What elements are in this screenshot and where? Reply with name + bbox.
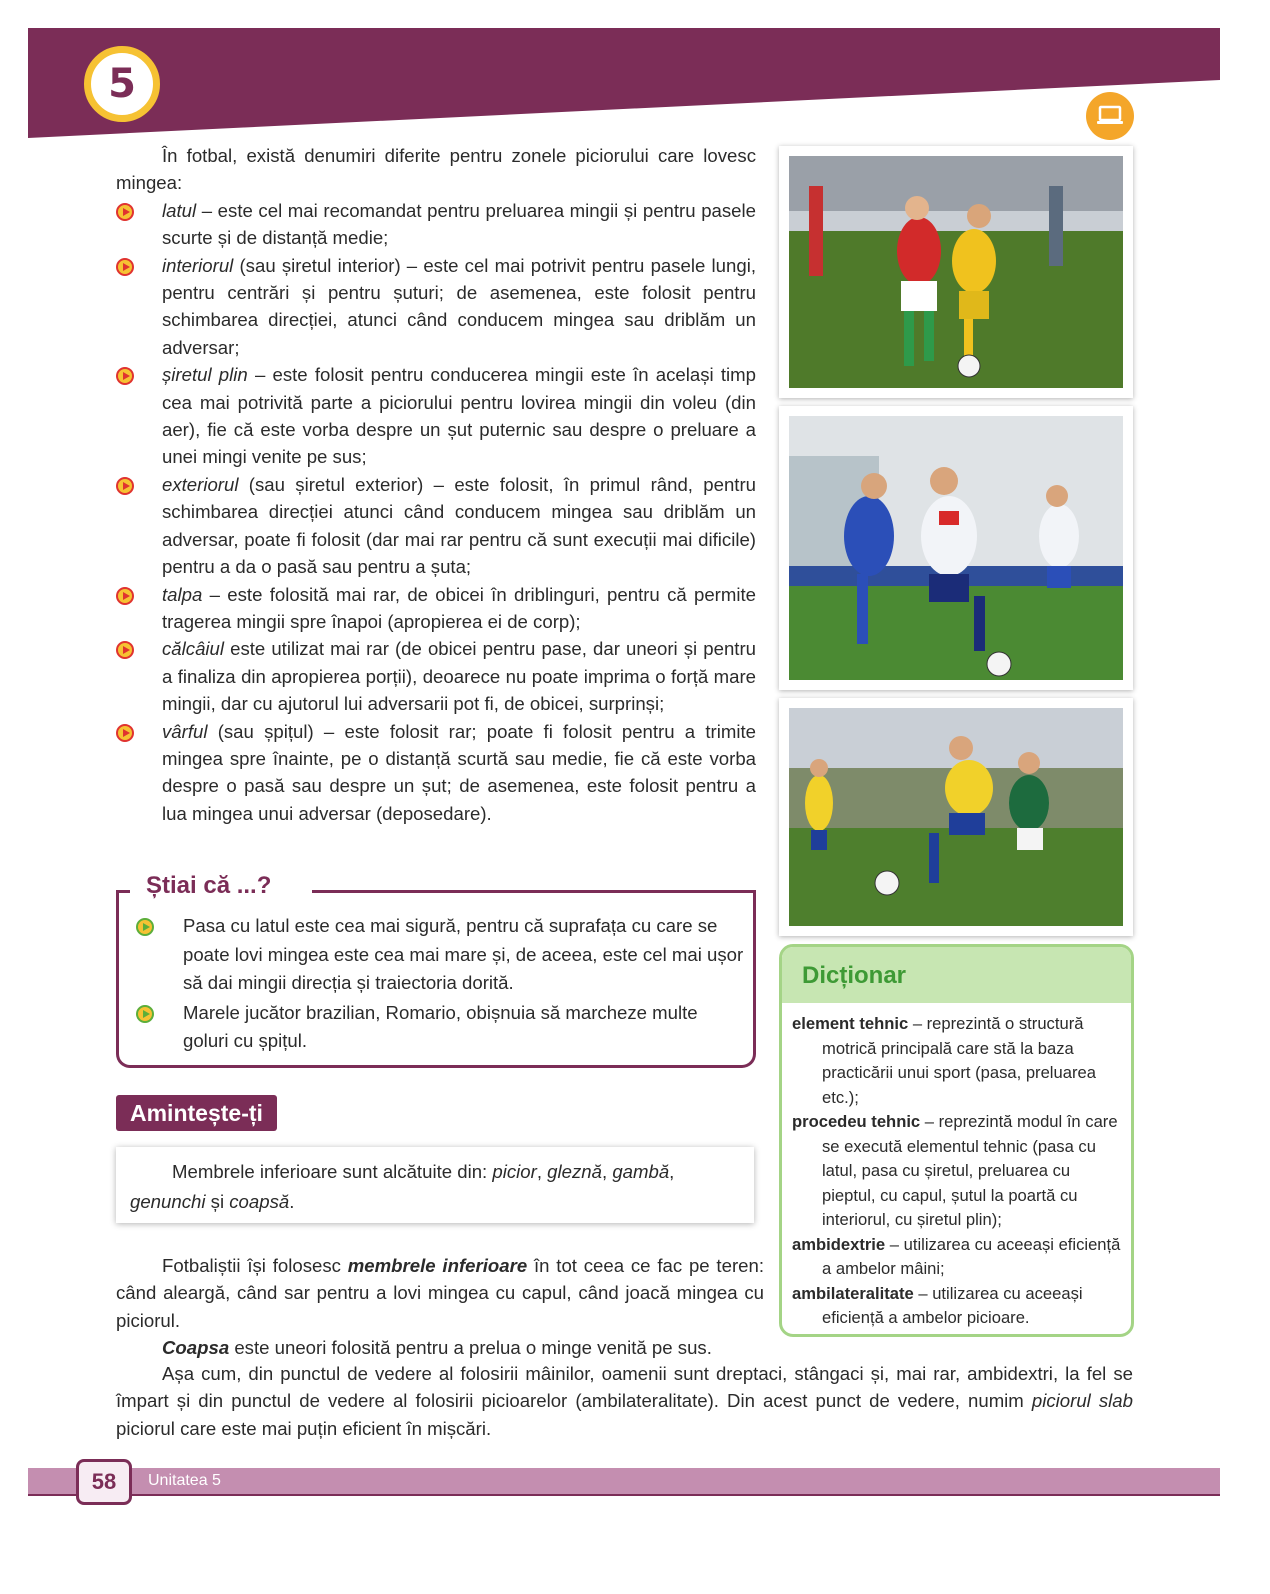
dict-entry: [792, 1110, 1128, 1233]
aminteste-title: Amintește-ți: [116, 1095, 277, 1131]
unit-number: 5: [108, 61, 136, 107]
dict-entry: [792, 1012, 1128, 1110]
arrow-bullet-icon: [136, 918, 154, 936]
dict-term: ambilateralitate: [792, 1283, 914, 1303]
paragraph: [116, 1334, 764, 1361]
dict-def: – reprezintă modul în care se execută elementul tehnic (pasa cu latul, pasa cu șiretul, preluarea cu pieptul, cu capul, șutul la poartă cu interiorul, cu șiretul plin);: [822, 1112, 1118, 1229]
separator: ,: [601, 1161, 613, 1182]
body-part: gleznă: [547, 1161, 602, 1182]
arrow-bullet-icon: [116, 477, 134, 495]
arrow-bullet-icon: [136, 1005, 154, 1023]
body-part: coapsă: [229, 1191, 290, 1212]
dict-term: ambidextrie: [792, 1234, 886, 1254]
separator: și: [205, 1191, 230, 1212]
paragraph: [116, 1360, 1133, 1442]
aminteste-lead: Membrele inferioare sunt alcătuite din:: [172, 1161, 493, 1182]
paragraph: [116, 1252, 764, 1334]
foot-zones-list: [116, 197, 756, 827]
dict-term: element tehnic: [792, 1014, 909, 1033]
photo-football-duel: [779, 146, 1133, 398]
emphasis: membrele inferioare: [347, 1255, 528, 1276]
zone-text: (sau șiretul exterior) – este folosit, în primul rând, pentru schimbarea direcției atunci când conducem mingea sau driblăm un adversar, poate fi folosit (dar mai rar pentru că sunt execuții mai dificile) pentru a da o pasă sau pentru a șuta;: [162, 473, 756, 578]
stiai-ca-title: Știai că ...?: [146, 872, 272, 899]
text: Fotbaliștii își folosesc: [162, 1255, 348, 1276]
separator: ,: [536, 1161, 548, 1182]
zone-text: (sau șpițul) – este folosit rar; poate fi folosit pentru a trimite mingea spre înainte, pe o distanță scurtă sau medie, fie că este vorba despre o pasă sau despre un șut; de asemenea, este folosit pentru a lua mingea unui adversar (deposedare).: [162, 720, 756, 824]
unit-label: Unitatea 5: [148, 1472, 221, 1489]
photo-youth-match: [779, 406, 1133, 690]
bottom-text-wide: [116, 1360, 1133, 1442]
text: piciorul care este mai puțin eficient în mișcări.: [116, 1417, 492, 1439]
header-band: [28, 28, 1220, 138]
zone-term: latul: [162, 199, 197, 221]
arrow-bullet-icon: [116, 367, 134, 385]
list-item: [116, 197, 756, 252]
fact-text: Marele jucător brazilian, Romario, obișnuia să marcheze multe goluri cu șpițul.: [183, 1001, 698, 1051]
separator: .: [289, 1191, 295, 1212]
list-item: [116, 718, 756, 828]
list-item: [116, 361, 756, 471]
zone-term: interiorul: [162, 254, 234, 276]
bottom-text: [116, 1252, 764, 1362]
list-item: [116, 581, 756, 636]
zone-text: – este folosit pentru conducerea mingii este în același timp cea mai potrivită parte a piciorului pentru lovirea mingii din voleu (din aer), fie că este vorba despre un șut puternic sau despre o preluare a unei mingi venite pe sus;: [162, 364, 756, 468]
text: este uneori folosită pentru a prelua o minge venită pe sus.: [229, 1337, 712, 1359]
emphasis: Coapsa: [162, 1337, 230, 1359]
body-part: picior: [492, 1161, 537, 1182]
zone-text: – este cel mai recomandat pentru preluarea mingii și pentru pasele scurte și de distanță medie;: [162, 199, 756, 249]
photo-kids-football: [779, 698, 1133, 936]
zone-term: talpa: [162, 583, 203, 605]
laptop-icon[interactable]: [1086, 92, 1134, 140]
dict-term: procedeu tehnic: [792, 1112, 921, 1131]
zone-term: șiretul plin: [162, 364, 248, 386]
stiai-ca-border: [312, 890, 756, 893]
arrow-bullet-icon: [116, 587, 134, 605]
arrow-bullet-icon: [116, 641, 134, 659]
list-item: [136, 999, 746, 1056]
arrow-bullet-icon: [116, 258, 134, 276]
main-text: [116, 142, 756, 827]
dictionar-title: Dicționar: [802, 962, 907, 989]
aminteste-box: [116, 1147, 754, 1223]
intro-paragraph: În fotbal, există denumiri diferite pentru zonele piciorului care lovesc mingea:: [116, 145, 756, 194]
text: Așa cum, din punctul de vedere al folosirii mâinilor, oamenii sunt dreptaci, stângaci și, mai rar, ambidextri, la fel se împart și din punctul de vedere al folosirii picioarelor (ambilateralitate). Din acest punct de vedere, numim: [116, 1363, 1133, 1412]
dict-def: – utilizarea cu aceeași eficiență a ambelor mâini;: [822, 1234, 1121, 1278]
dict-entry: [792, 1282, 1128, 1331]
list-item: [116, 635, 756, 717]
stiai-ca-list: [136, 912, 746, 1057]
arrow-bullet-icon: [116, 724, 134, 742]
dictionar-list: [792, 1012, 1128, 1331]
body-part: gambă: [612, 1161, 670, 1182]
list-item: [116, 252, 756, 362]
arrow-bullet-icon: [116, 203, 134, 221]
zone-text: – este folosită mai rar, de obicei în driblinguri, pentru că permite tragerea mingii spre înapoi (apropierea ei de corp);: [162, 583, 756, 632]
dict-def: – utilizarea cu aceeași eficiență a ambelor picioare.: [822, 1283, 1083, 1327]
body-part: genunchi: [130, 1191, 206, 1212]
unit-number-badge: [84, 46, 160, 122]
list-item: [136, 912, 746, 998]
zone-text: este utilizat mai rar (de obicei pentru pase, dar uneori și pentru a finaliza din apropierea porții), deoarece nu poate imprima o forță mare mingii, dar cu ajutorul lui adversarii pot fi, de obicei, surprinși;: [162, 638, 756, 715]
stiai-ca-border: [116, 890, 130, 893]
dict-entry: [792, 1233, 1128, 1282]
fact-text: Pasa cu latul este cea mai sigură, pentru că suprafața cu care se poate lovi mingea este cea mai mare și, de aceea, este cel mai ușor să dai mingii direcția și traiectoria dorită.: [183, 915, 744, 993]
separator: ,: [669, 1161, 675, 1182]
dict-def: – reprezintă o structură motrică principală care stă la baza practicării unui sport (pasa, preluarea etc.);: [822, 1014, 1096, 1107]
zone-term: exteriorul: [162, 473, 239, 495]
text: în tot ceea ce fac pe teren: când aleargă, când sar pentru a lovi mingea cu capul, când joacă mingea cu piciorul.: [116, 1255, 764, 1331]
zone-text: (sau șiretul interior) – este cel mai potrivit pentru pasele lungi, pentru centrări și pentru șuturi; de asemenea, este folosit pentru schimbarea direcției, atunci când conducem mingea sau driblăm un adversar;: [162, 254, 756, 358]
page-number: 58: [76, 1459, 132, 1505]
zone-term: vârful: [162, 720, 208, 742]
zone-term: călcâiul: [162, 638, 225, 660]
emphasis: piciorul slab: [1031, 1390, 1133, 1412]
list-item: [116, 471, 756, 581]
